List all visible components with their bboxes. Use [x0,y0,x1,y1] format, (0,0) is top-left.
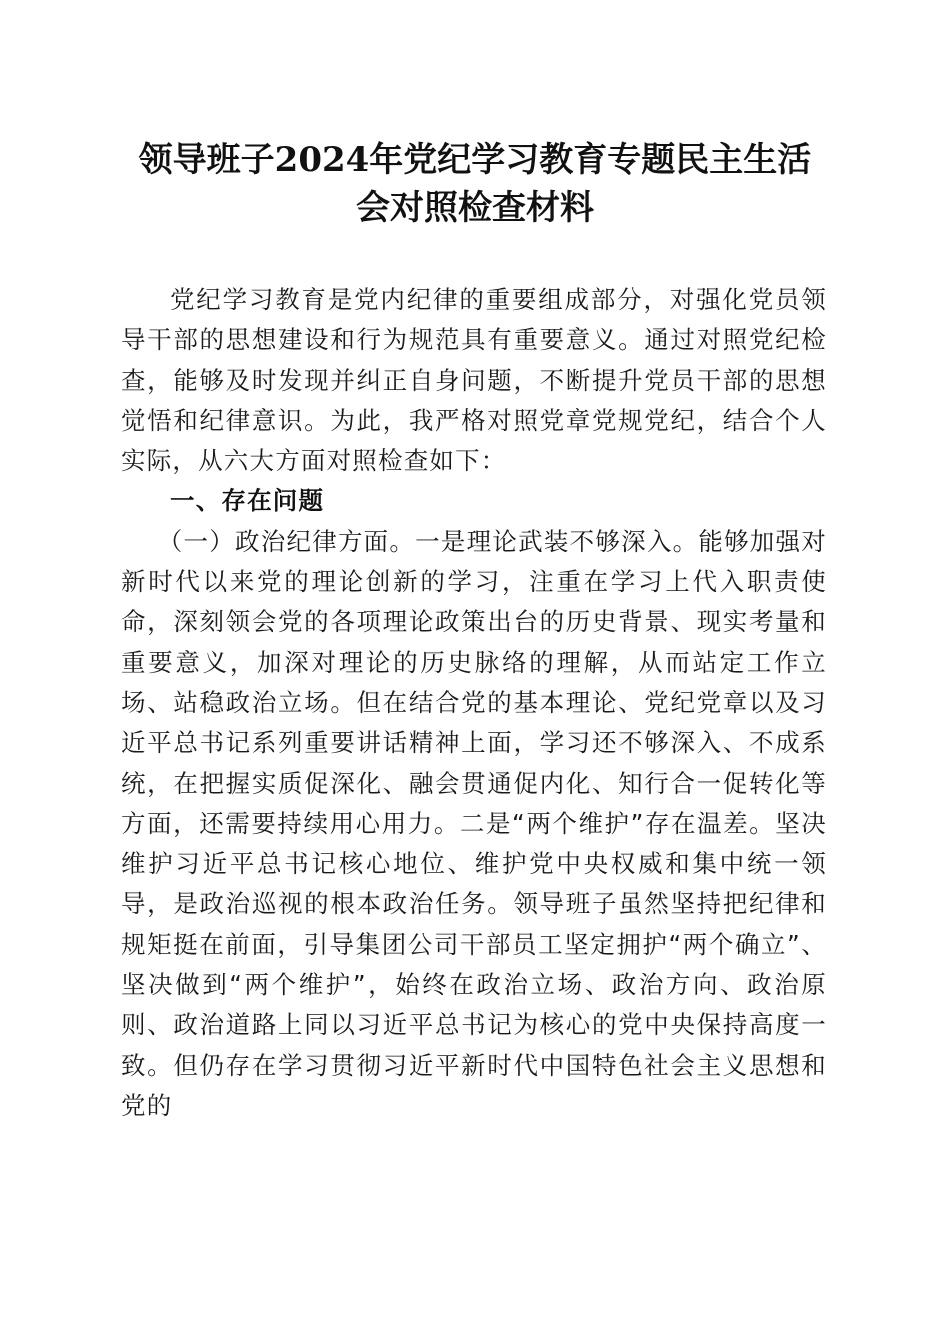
title-line-2: 会对照检查材料 [356,188,594,228]
intro-paragraph: 党纪学习教育是党内纪律的重要组成部分，对强化党员领导干部的思想建设和行为规范具有重要意义。通过对照党纪检查，能够及时发现并纠正自身问题，不断提升党员干部的思想觉悟和纪律意识。为此，我严格对照党章党规党纪，结合个人实际，从六大方面对照检查如下： [121,285,827,476]
section-paragraph: （一）政治纪律方面。一是理论武装不够深入。能够加强对新时代以来党的理论创新的学习，注重在学习上代入职责使命，深刻领会党的各项理论政策出台的历史背景、现实考量和重要意义，加深对理论的历史脉络的理解，从而站定工作立场、站稳政治立场。但在结合党的基本理论、党纪党章以及习近平总书记系列重要讲话精神上面，学习还不够深入、不成系统，在把握实质促深化、融会贯通促内化、知行合一促转化等方面，还需要持续用心用力。二是“两个维护”存在温差。坚决维护习近平总书记核心地位、维护党中央权威和集中统一领导，是政治巡视的根本政治任务。领导班子虽然坚持把纪律和规矩挺在前面，引导集团公司干部员工坚定拥护“两个确立”、坚决做到“两个维护”，始终在政治立场、政治方向、政治原则、政治道路上同以习近平总书记为核心的党中央保持高度一致。但仍存在学习贯彻习近平新时代中国特色社会主义思想和党的 [121,526,827,1120]
title-line-1: 领导班子2024年党纪学习教育专题民主生活 [138,140,812,180]
document-body [121,280,827,1126]
section-heading: 一、存在问题 [170,486,325,516]
document-title [100,136,850,232]
